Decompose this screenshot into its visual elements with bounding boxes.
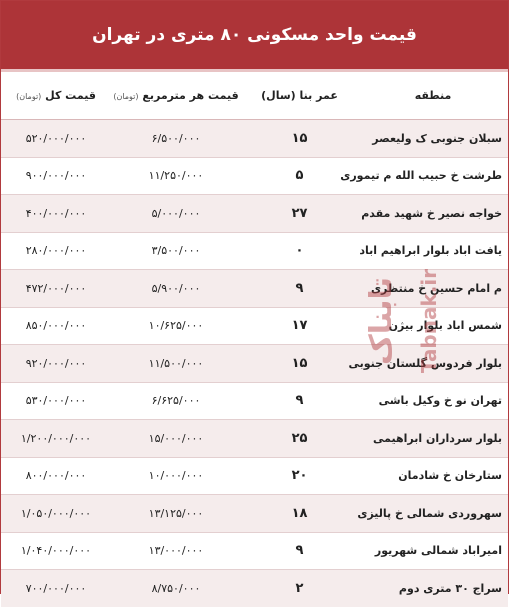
table-body <box>1 120 508 607</box>
region-cell: طرشت خ حبیب الله م تیموری <box>358 157 508 195</box>
region-cell: یافت اباد بلوار ابراهیم اباد <box>358 232 508 270</box>
total-price-cell: ۸۵۰/۰۰۰/۰۰۰ <box>1 307 111 345</box>
header-price-per-m2-unit: (تومان) <box>113 92 139 101</box>
region-cell: سهروردی شمالی خ پالیزی <box>358 495 508 533</box>
age-cell: ۱۵ <box>241 120 358 158</box>
price-per-m2-cell: ۱۳/۱۲۵/۰۰۰ <box>111 495 241 533</box>
header-price-per-m2 <box>111 72 241 120</box>
price-per-m2-cell: ۱۳/۰۰۰/۰۰۰ <box>111 532 241 570</box>
table-row <box>1 570 508 607</box>
region-cell: ستارخان خ شادمان <box>358 457 508 495</box>
region-cell: تهران نو خ وکیل باشی <box>358 382 508 420</box>
price-per-m2-cell: ۱۰/۰۰۰/۰۰۰ <box>111 457 241 495</box>
total-price-cell: ۵۳۰/۰۰۰/۰۰۰ <box>1 382 111 420</box>
price-per-m2-cell: ۶/۶۲۵/۰۰۰ <box>111 382 241 420</box>
table-row <box>1 270 508 308</box>
total-price-cell: ۲۸۰/۰۰۰/۰۰۰ <box>1 232 111 270</box>
header-total-price <box>1 72 111 120</box>
total-price-cell: ۱/۰۵۰/۰۰۰/۰۰۰ <box>1 495 111 533</box>
header-price-per-m2-label: قیمت هر مترمربع <box>142 89 239 102</box>
header-age <box>241 72 358 120</box>
age-cell: ۲۰ <box>241 457 358 495</box>
table-row <box>1 307 508 345</box>
total-price-cell: ۸۰۰/۰۰۰/۰۰۰ <box>1 457 111 495</box>
price-per-m2-cell: ۱۵/۰۰۰/۰۰۰ <box>111 420 241 458</box>
region-cell: سراج ۳۰ متری دوم <box>358 570 508 607</box>
total-price-cell: ۴۰۰/۰۰۰/۰۰۰ <box>1 195 111 233</box>
table-row <box>1 420 508 458</box>
price-per-m2-cell: ۱۱/۲۵۰/۰۰۰ <box>111 157 241 195</box>
age-cell: ۹ <box>241 270 358 308</box>
price-per-m2-cell: ۱۰/۶۲۵/۰۰۰ <box>111 307 241 345</box>
age-cell: ۹ <box>241 382 358 420</box>
age-cell: ۱۵ <box>241 345 358 383</box>
table-row <box>1 195 508 233</box>
age-cell: ۰ <box>241 232 358 270</box>
age-cell: ۵ <box>241 157 358 195</box>
total-price-cell: ۱/۰۴۰/۰۰۰/۰۰۰ <box>1 532 111 570</box>
header-region <box>358 72 508 120</box>
age-cell: ۲۵ <box>241 420 358 458</box>
price-per-m2-cell: ۵/۹۰۰/۰۰۰ <box>111 270 241 308</box>
age-cell: ۱۸ <box>241 495 358 533</box>
svg-text:تابناک: تابناک <box>364 276 399 366</box>
region-cell: سبلان جنوبی ک ولیعصر <box>358 120 508 158</box>
price-per-m2-cell: ۶/۵۰۰/۰۰۰ <box>111 120 241 158</box>
age-cell: ۲۷ <box>241 195 358 233</box>
page-title: قیمت واحد مسکونی ۸۰ متری در تهران <box>1 1 508 72</box>
price-per-m2-cell: ۱۱/۵۰۰/۰۰۰ <box>111 345 241 383</box>
header-region-label: منطقه <box>414 89 452 102</box>
table-row <box>1 345 508 383</box>
region-cell: شمس اباد بلوار بیژن <box>358 307 508 345</box>
total-price-cell: ۷۰۰/۰۰۰/۰۰۰ <box>1 570 111 607</box>
region-cell: م امام حسین خ منتظری <box>358 270 508 308</box>
total-price-cell: ۱/۲۰۰/۰۰۰/۰۰۰ <box>1 420 111 458</box>
region-cell: بلوار فردوس گلستان جنوبی <box>358 345 508 383</box>
age-cell: ۱۷ <box>241 307 358 345</box>
table-row <box>1 232 508 270</box>
table-row <box>1 382 508 420</box>
total-price-cell: ۹۰۰/۰۰۰/۰۰۰ <box>1 157 111 195</box>
table-header <box>1 72 508 120</box>
table-row <box>1 532 508 570</box>
region-cell: بلوار سرداران ابراهیمی <box>358 420 508 458</box>
header-total-price-label: قیمت کل <box>45 89 96 102</box>
total-price-cell: ۹۲۰/۰۰۰/۰۰۰ <box>1 345 111 383</box>
table-row <box>1 157 508 195</box>
header-age-label: عمر بنا (سال) <box>261 89 338 102</box>
table-row <box>1 495 508 533</box>
region-cell: خواجه نصیر خ شهید مقدم <box>358 195 508 233</box>
header-total-price-unit: (تومان) <box>16 92 42 101</box>
price-per-m2-cell: ۸/۷۵۰/۰۰۰ <box>111 570 241 607</box>
total-price-cell: ۴۷۲/۰۰۰/۰۰۰ <box>1 270 111 308</box>
age-cell: ۲ <box>241 570 358 607</box>
table-row <box>1 457 508 495</box>
age-cell: ۹ <box>241 532 358 570</box>
svg-text:Tabnak.ir: Tabnak.ir <box>417 268 441 374</box>
region-cell: امیراباد شمالی شهریور <box>358 532 508 570</box>
table-row <box>1 120 508 158</box>
total-price-cell: ۵۲۰/۰۰۰/۰۰۰ <box>1 120 111 158</box>
price-per-m2-cell: ۳/۵۰۰/۰۰۰ <box>111 232 241 270</box>
price-per-m2-cell: ۵/۰۰۰/۰۰۰ <box>111 195 241 233</box>
price-table <box>1 72 508 607</box>
